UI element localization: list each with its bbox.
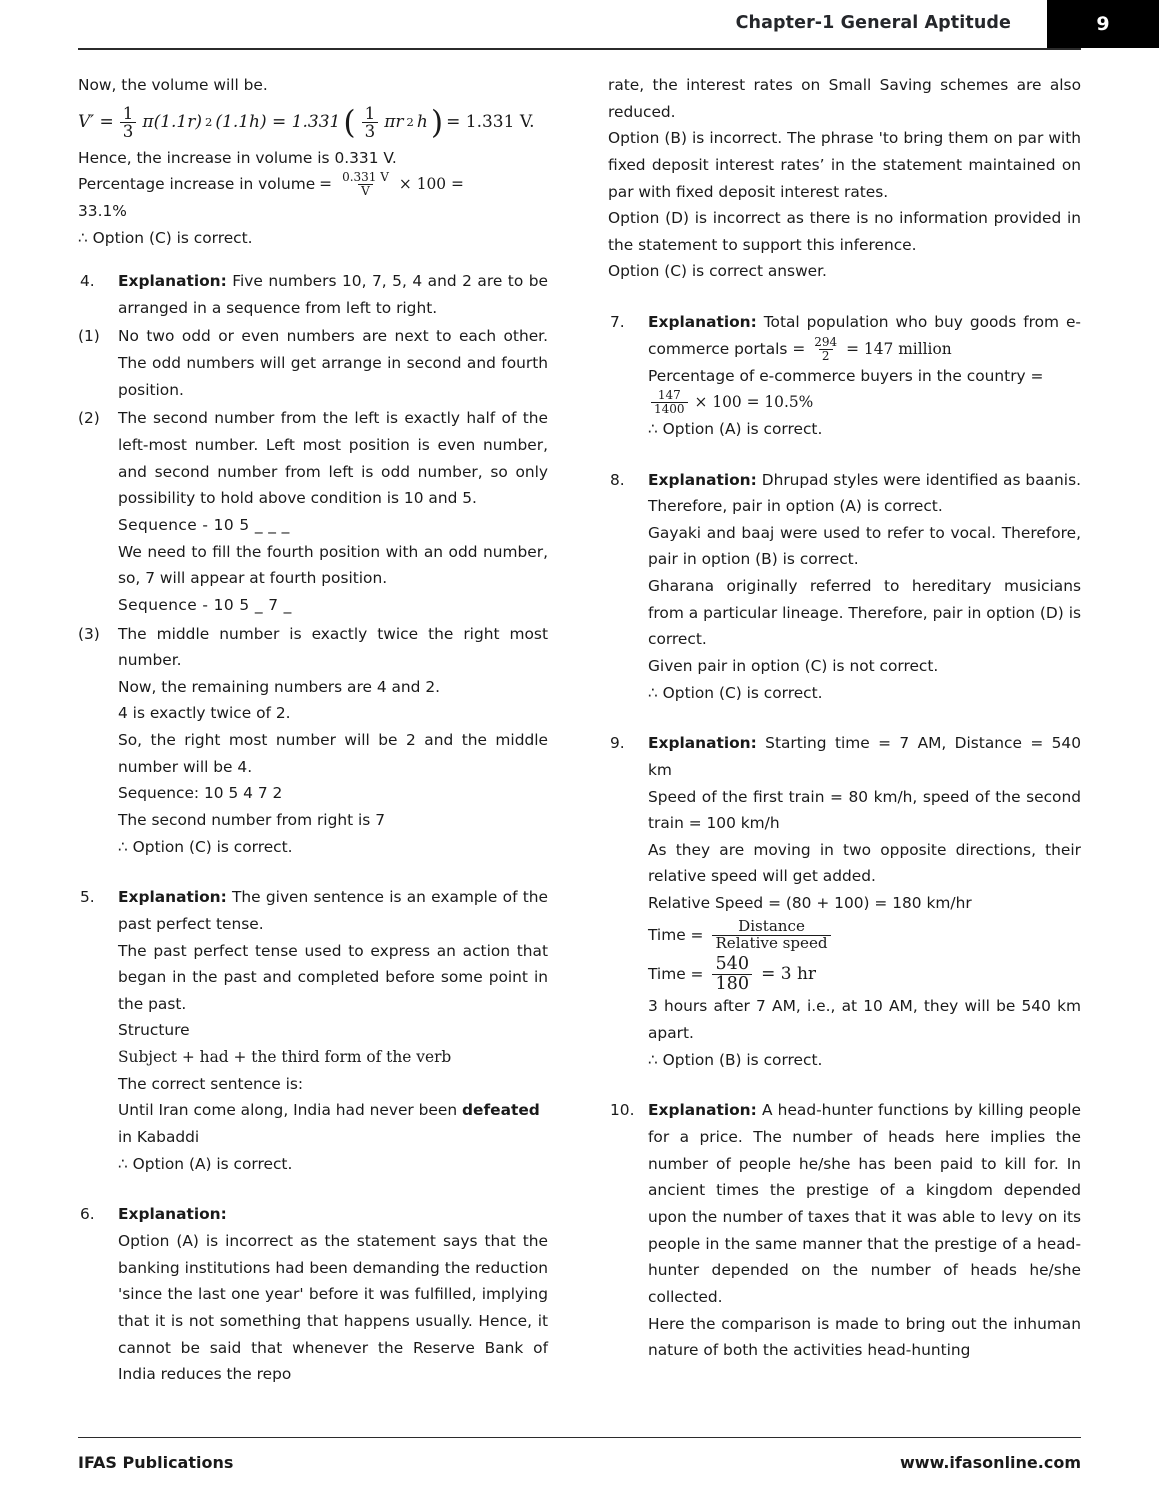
item-number-10: 10. [610,1101,635,1120]
equation-inner-exponent: 2 [406,115,414,130]
time-label-2: Time = [648,965,704,984]
item-8-text: Explanation: Dhrupad styles were identified as baanis. Therefore, pair in option (A) is correct. [648,470,1081,516]
item-8-line-2: Gharana originally referred to hereditary musicians from a particular lineage. Therefore, pair in option (D) is correct. [648,577,1081,649]
sub-3-line-3: 4 is exactly twice of 2. [118,704,291,723]
item-7-fraction-2: $\frac{147}{1400}$ [651,389,688,415]
content-columns [78,72,1081,1424]
item-9-line-2: As they are moving in two opposite directions, their relative speed will get added. [648,840,1081,886]
item-10-label: Explanation: [648,1101,757,1120]
item-5-text: Explanation: The given sentence is an example of the past perfect tense. [118,888,548,933]
item-number-8: 8. [610,470,625,489]
item-6-line-1: Option (A) is incorrect as the statement says that the banking institutions had been demanding the reduction 'since the last one year' before it was fulfilled, implying that it is not something that happens usually. Hence, it cannot be said that whenever the Reserve Bank of India reduces the repo [118,1231,548,1384]
item-8-label: Explanation: [648,470,757,489]
percentage-increase-label: Percentage increase in volume [78,175,316,194]
explanation-item-9 [608,730,1081,1073]
time-fraction-1: $\frac{\text{Distance}}{\text{Relative speed}}$ [712,919,830,952]
footer-website[interactable]: www.ifasonline.com [900,1453,1081,1472]
time-fraction-2: $\frac{540}{180}$ [712,955,752,993]
percentage-increase-line [78,171,548,198]
intro-line-2: Hence, the increase in volume is 0.331 V. [78,148,397,167]
item-number-6: 6. [80,1205,95,1224]
item-5-label: Explanation: [118,888,227,907]
percentage-fraction: $\frac{0.331 V}{V}$ [342,170,389,199]
item-7-fraction-1: $\frac{294}{2}$ [814,335,838,363]
footer-publisher: IFAS Publications [78,1453,234,1472]
explanation-item-10 [608,1097,1081,1363]
sub-2-sequence-1: Sequence - 10 5 _ _ _ [118,515,290,534]
page-number: 9 [1096,13,1110,35]
item-7-label: Explanation: [648,313,757,332]
page-number-badge [1047,0,1159,48]
sub-1-line-1: No two odd or even numbers are next to each other. The odd numbers will get arrange in second and fourth position. [118,327,548,399]
item-number-4: 4. [80,272,95,291]
sub-marker-1: (1) [78,327,100,346]
item-9-label: Explanation: [648,734,757,753]
equation-fraction-one-third: $\frac{1}{3}$ [120,105,137,141]
right-column [608,72,1081,1424]
item-9-line-3: Relative Speed = (80 + 100) = 180 km/hr [648,894,972,913]
item-4-sub-2 [78,405,548,618]
open-paren: ( [343,104,356,141]
sub-3-line-6: The second number from right is 7 [118,810,385,829]
item-10-line-1: Here the comparison is made to bring out the inhuman nature of both the activities head-hunting [648,1314,1081,1360]
equation-inner-body: πr [384,112,404,132]
continuation-line-4: Option (C) is correct answer. [608,262,827,281]
equation-result: = 1.331 V. [446,112,535,132]
item-7-line-2: Percentage of e-commerce buyers in the country = [648,366,1044,385]
item-4-text: Explanation: Five numbers 10, 7, 5, 4 and 2 are to be arranged in a sequence from left to right. [118,272,548,317]
continuation-line-2: Option (B) is incorrect. The phrase 'to bring them on par with fixed deposit interest rates’ in the statement maintained on par with fixed deposit interest rates. [608,129,1081,201]
item-7-eq2-row [648,389,1081,416]
item-8-line-3: Given pair in option (C) is not correct. [648,656,939,675]
item-4-sub-3 [78,621,548,861]
item-7-conclusion: ∴ Option (A) is correct. [648,419,823,438]
item-7-text: Explanation: Total population who buy goods from e-commerce portals = $\frac{294}{2}$ = 147 million [648,313,1081,363]
time-label-1: Time = [648,925,704,944]
item-6-label: Explanation: [118,1205,227,1224]
intro-conclusion: ∴ Option (C) is correct. [78,228,253,247]
item-number-5: 5. [80,888,95,907]
sub-3-line-1: The middle number is exactly twice the right most number. [118,624,548,670]
item-6-label-row [118,1201,548,1228]
item-9-line-1: Speed of the first train = 80 km/h, speed of the second train = 100 km/h [648,787,1081,833]
footer-divider [78,1437,1081,1439]
header-divider [78,48,1081,50]
intro-line-1: Now, the volume will be. [78,76,268,94]
sub-marker-2: (2) [78,409,100,428]
continuation-line-3: Option (D) is incorrect as there is no information provided in the statement to support this inference. [608,209,1081,254]
item-9-conclusion: ∴ Option (B) is correct. [648,1050,823,1069]
item-5-line-2: Structure [118,1021,190,1040]
item-7-eq1-equals: = [792,339,806,358]
chapter-title: Chapter-1 General Aptitude [735,13,1011,33]
sub-2-line-3: We need to fill the fourth position with an odd number, so, 7 will appear at fourth position. [118,542,548,588]
volume-equation [78,105,548,141]
item-9-closing: 3 hours after 7 AM, i.e., at 10 AM, they will be 540 km apart. [648,997,1081,1043]
item-5-line-1: The past perfect tense used to express an action that began in the past and completed before some point in the past. [118,941,548,1013]
sub-3-line-2: Now, the remaining numbers are 4 and 2. [118,677,441,696]
item-10-text: Explanation: A head-hunter functions by killing people for a price. The number of heads here implies the number of people he/she has been paid to kill for. In ancient times the prestige of a kingdom depended upon the number of taxes that it was able to levy on its people in the same manner that the prestige of a head-hunter depended on the number of heads he/she collected. [648,1101,1081,1306]
item-5-line-4: The correct sentence is: [118,1074,304,1093]
sub-3-line-4: So, the right most number will be 2 and the middle number will be 4. [118,731,548,776]
item-4-sub-1 [78,323,548,403]
time-result: = 3 hr [761,963,817,984]
item-5-line-3: Subject + had + the third form of the verb [118,1048,452,1067]
equation-inner-tail: h [416,112,428,132]
explanation-item-8 [608,467,1081,707]
sub-2-line-1: The second number from the left is exactly half of the left-most number. Left most position is even number, and second number from left is odd number, so only possibility to hold above condition is 10 and 5. [118,409,548,508]
left-column [78,72,548,1424]
item-9-time-formula-2 [648,955,1081,993]
equation-exponent-1: 2 [205,115,213,130]
page-header [0,0,1159,48]
equation-lhs: V′ = [78,112,114,132]
sub-3-line-5: Sequence: 10 5 4 7 2 [118,784,283,803]
item-5-bold-word: defeated [462,1101,540,1120]
explanation-item-4 [78,268,548,321]
item-number-9: 9. [610,734,625,753]
percentage-tail: × 100 = [398,175,464,194]
explanation-item-7 [608,309,1081,442]
sub-3-conclusion: ∴ Option (C) is correct. [118,837,293,856]
item-5-final-sentence: Until Iran come along, India had never been defeated [118,1101,540,1120]
item-7-eq2-tail: × 100 = 10.5% [694,393,814,412]
close-paren: ) [430,104,444,141]
intro-line-4: 33.1% [78,201,127,220]
item-5-conclusion: ∴ Option (A) is correct. [118,1154,293,1173]
item-number-7: 7. [610,313,625,332]
sub-2-sequence-2: Sequence - 10 5 _ 7 _ [118,595,292,614]
equation-part-2: (1.1h) = 1.331 [215,112,341,132]
item-5-final-sentence-cont: in Kabaddi [118,1128,200,1147]
item-7-eq1-tail: = 147 million [846,339,952,358]
equation-part-1: π(1.1r) [142,112,203,132]
percentage-equals: = [319,175,333,194]
item-9-time-formula-1 [648,916,1081,952]
sub-marker-3: (3) [78,624,100,643]
item-4-label: Explanation: [118,272,227,291]
item-8-line-1: Gayaki and baaj were used to refer to vocal. Therefore, pair in option (B) is correct. [648,523,1081,569]
item-8-conclusion: ∴ Option (C) is correct. [648,683,823,702]
equation-inner-fraction: $\frac{1}{3}$ [362,105,379,141]
explanation-item-6 [78,1201,548,1387]
item-9-text: Explanation: Starting time = 7 AM, Distance = 540 km [648,734,1081,779]
continuation-line-1: rate, the interest rates on Small Saving schemes are also reduced. [608,76,1081,121]
explanation-item-5 [78,884,548,1177]
